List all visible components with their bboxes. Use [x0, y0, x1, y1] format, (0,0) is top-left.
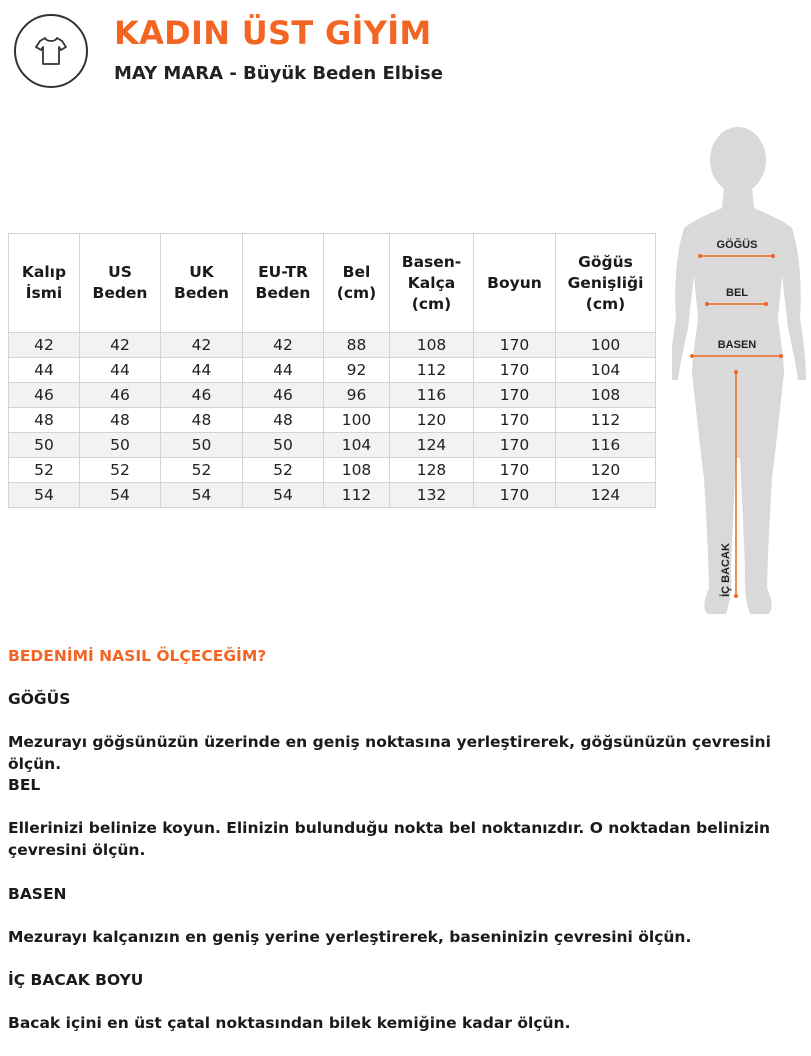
- guide-heading-inseam: İÇ BACAK BOYU: [8, 971, 144, 989]
- table-cell: 112: [556, 408, 656, 433]
- table-cell: 120: [390, 408, 474, 433]
- col-header-boyun: Boyun: [474, 234, 556, 333]
- table-cell: 54: [80, 483, 161, 508]
- table-cell: 46: [243, 383, 324, 408]
- table-cell: 54: [243, 483, 324, 508]
- table-cell: 108: [390, 333, 474, 358]
- table-row: [9, 458, 656, 483]
- table-row: [9, 358, 656, 383]
- table-cell: 48: [161, 408, 243, 433]
- table-cell: 44: [243, 358, 324, 383]
- table-cell: 52: [9, 458, 80, 483]
- table-cell: 50: [243, 433, 324, 458]
- table-cell: 46: [161, 383, 243, 408]
- table-cell: 52: [80, 458, 161, 483]
- col-header-bel: Bel (cm): [324, 234, 390, 333]
- table-cell: 112: [324, 483, 390, 508]
- guide-heading-hip: BASEN: [8, 885, 67, 903]
- table-cell: 48: [243, 408, 324, 433]
- table-cell: 104: [324, 433, 390, 458]
- table-cell: 104: [556, 358, 656, 383]
- table-cell: 88: [324, 333, 390, 358]
- table-cell: 46: [80, 383, 161, 408]
- table-cell: 44: [161, 358, 243, 383]
- page-title: KADIN ÜST GİYİM: [114, 14, 432, 52]
- hip-label: BASEN: [717, 339, 757, 351]
- table-cell: 50: [9, 433, 80, 458]
- col-header-eu-tr: EU-TR Beden: [243, 234, 324, 333]
- table-cell: 170: [474, 433, 556, 458]
- size-table: [8, 233, 656, 508]
- table-cell: 170: [474, 358, 556, 383]
- guide-text-waist: Ellerinizi belinize koyun. Elinizin bulunduğu nokta bel noktanızdır. O noktadan belinizin çevresini ölçün.: [8, 819, 771, 859]
- col-header-us: US Beden: [80, 234, 161, 333]
- table-cell: 48: [9, 408, 80, 433]
- table-cell: 108: [324, 458, 390, 483]
- col-header-kalip: Kalıp İsmi: [9, 234, 80, 333]
- table-row: [9, 433, 656, 458]
- table-cell: 44: [9, 358, 80, 383]
- guide-text-inseam: Bacak içini en üst çatal noktasından bilek kemiğine kadar ölçün.: [8, 1014, 571, 1032]
- table-row: [9, 383, 656, 408]
- tshirt-icon: [33, 33, 69, 69]
- waist-label: BEL: [726, 287, 748, 299]
- table-cell: 42: [80, 333, 161, 358]
- table-cell: 44: [80, 358, 161, 383]
- table-cell: 46: [9, 383, 80, 408]
- table-cell: 100: [324, 408, 390, 433]
- col-header-gogus: Göğüs Genişliği (cm): [556, 234, 656, 333]
- table-cell: 48: [80, 408, 161, 433]
- table-cell: 50: [161, 433, 243, 458]
- body-measurement-figure: [672, 118, 811, 618]
- table-header-row: [9, 234, 656, 333]
- guide-heading-waist: BEL: [8, 776, 41, 794]
- table-cell: 170: [474, 483, 556, 508]
- table-cell: 170: [474, 408, 556, 433]
- table-cell: 92: [324, 358, 390, 383]
- table-cell: 42: [243, 333, 324, 358]
- table-cell: 128: [390, 458, 474, 483]
- table-cell: 42: [9, 333, 80, 358]
- guide-text-chest: Mezurayı göğsünüzün üzerinde en geniş noktasına yerleştirerek, göğsünüzün çevresini ölçün.: [8, 733, 771, 773]
- table-cell: 124: [556, 483, 656, 508]
- guide-text-hip: Mezurayı kalçanızın en geniş yerine yerleştirerek, baseninizin çevresini ölçün.: [8, 928, 692, 946]
- table-cell: 52: [161, 458, 243, 483]
- table-cell: 116: [390, 383, 474, 408]
- col-header-uk: UK Beden: [161, 234, 243, 333]
- table-cell: 54: [9, 483, 80, 508]
- product-subtitle: MAY MARA - Büyük Beden Elbise: [114, 63, 443, 84]
- inseam-label: İÇ BACAK: [720, 543, 732, 597]
- table-cell: 52: [243, 458, 324, 483]
- table-cell: 170: [474, 458, 556, 483]
- table-cell: 96: [324, 383, 390, 408]
- table-cell: 116: [556, 433, 656, 458]
- table-cell: 108: [556, 383, 656, 408]
- guide-heading-chest: GÖĞÜS: [8, 690, 71, 708]
- chest-label: GÖĞÜS: [716, 239, 758, 251]
- body-silhouette: [672, 127, 806, 614]
- table-row: [9, 408, 656, 433]
- table-cell: 170: [474, 333, 556, 358]
- table-cell: 112: [390, 358, 474, 383]
- table-cell: 132: [390, 483, 474, 508]
- table-row: [9, 483, 656, 508]
- table-cell: 120: [556, 458, 656, 483]
- table-cell: 50: [80, 433, 161, 458]
- guide-title: BEDENİMİ NASIL ÖLÇECEĞİM?: [8, 647, 267, 665]
- table-cell: 54: [161, 483, 243, 508]
- col-header-basen: Basen- Kalça (cm): [390, 234, 474, 333]
- table-row: [9, 333, 656, 358]
- logo-badge: [14, 14, 88, 88]
- table-cell: 124: [390, 433, 474, 458]
- table-cell: 42: [161, 333, 243, 358]
- table-cell: 100: [556, 333, 656, 358]
- table-cell: 170: [474, 383, 556, 408]
